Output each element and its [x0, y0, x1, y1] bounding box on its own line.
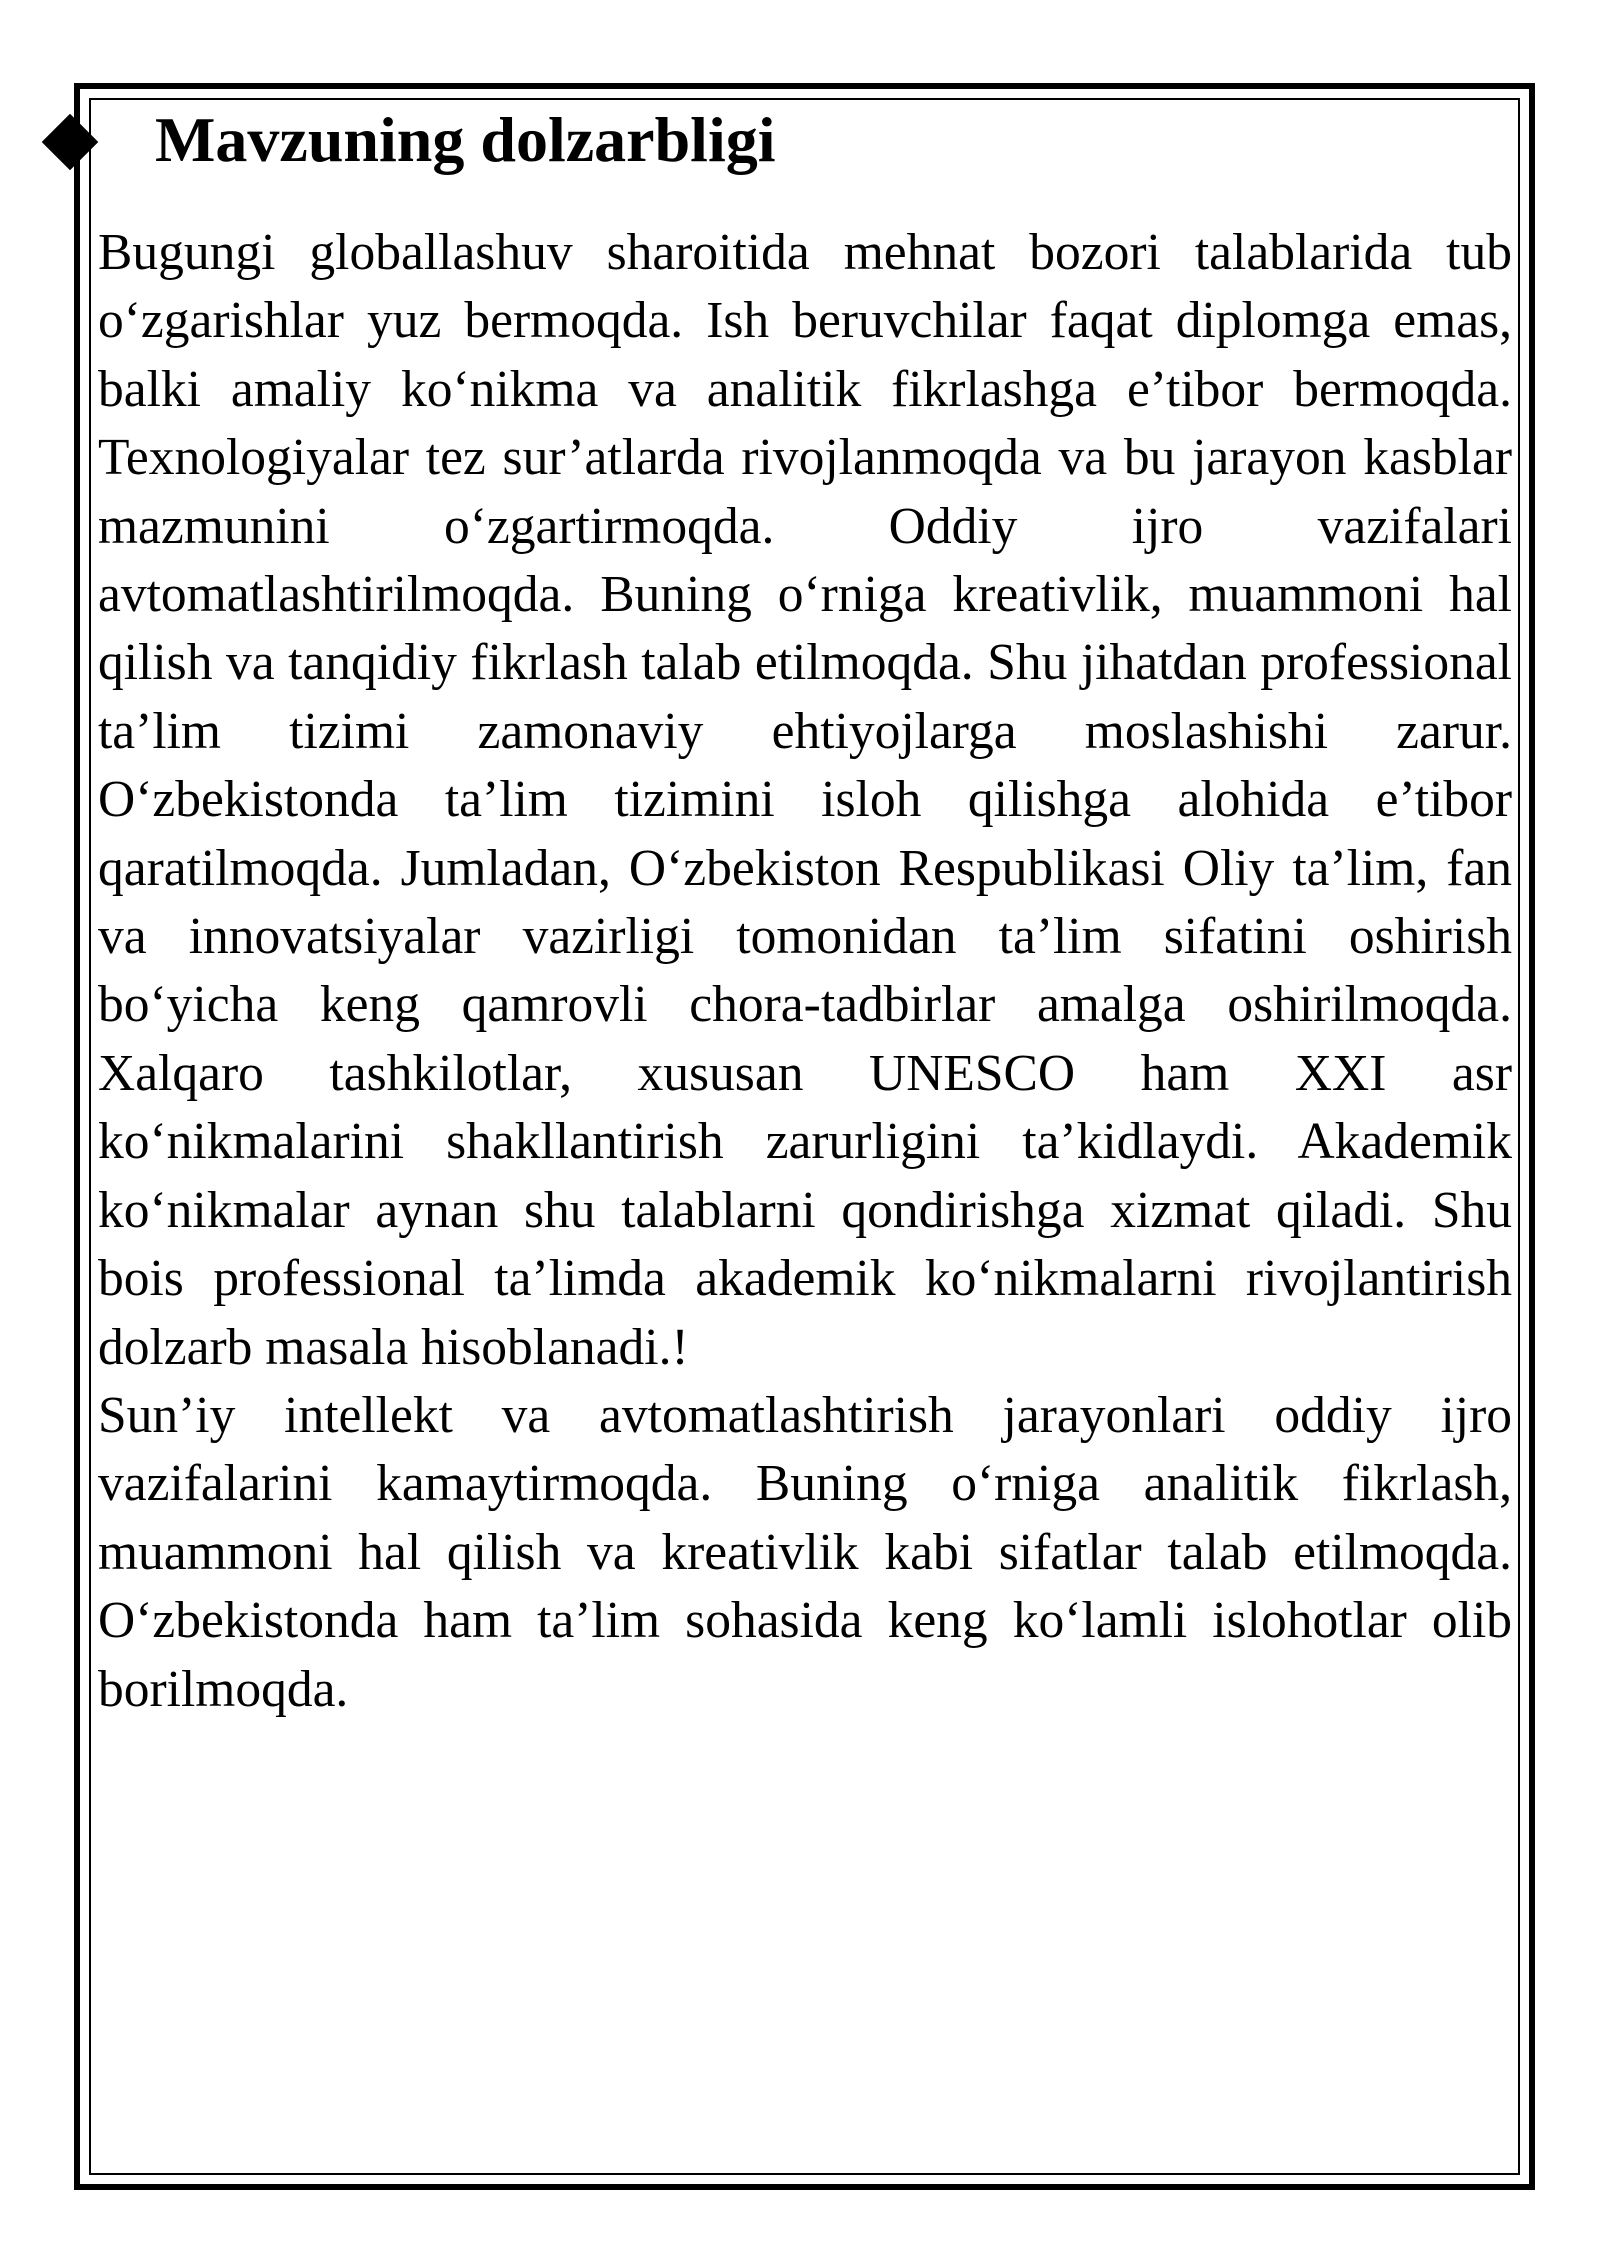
body-paragraph-1: Bugungi globallashuv sharoitida mehnat bozori talablarida tub o‘zgarishlar yuz bermoqda. Ish beruvchilar faqat diplomga emas, balki amaliy ko‘nikma va analitik fikrlashga e’tibor bermoqda. Texnologiyalar tez sur’atlarda rivojlanmoqda va bu jarayon kasblar mazmunini o‘zgartirmoqda. Oddiy ijro vazifalari avtomatlashtirilmoqda. Buning o‘rniga kreativlik, muammoni hal qilish va tanqidiy fikrlash talab etilmoqda. Shu jihatdan professional ta’lim tizimi zamonaviy ehtiyojlarga moslashishi zarur. O‘zbekistonda ta’lim tizimini isloh qilishga alohida e’tibor qaratilmoqda. Jumladan, O‘zbekiston Respublikasi Oliy ta’lim, fan va innovatsiyalar vazirligi tomonidan ta’lim sifatini oshirish bo‘yicha keng qamrovli chora-tadbirlar amalga oshirilmoqda. Xalqaro tashkilotlar, xususan UNESCO ham XXI asr ko‘nikmalarini shakllantirish zarurligini ta’kidlaydi. Akademik ko‘nikmalar aynan shu talablarni qondirishga xizmat qiladi. Shu bois professional ta’limda akademik ko‘nikmalarni rivojlantirish dolzarb masala hisoblanadi.!: [98, 224, 1512, 1376]
section-heading: Mavzuning dolzarbligi: [155, 104, 776, 175]
section-body: [98, 219, 1512, 1724]
body-paragraph-2: Sun’iy intellekt va avtomatlashtirish jarayonlari oddiy ijro vazifalarini kamaytirmoqda. Buning o‘rniga analitik fikrlash, muammoni hal qilish va kreativlik kabi sifatlar talab etilmoqda. O‘zbekistonda ham ta’lim sohasida keng ko‘lamli islohotlar olib borilmoqda.: [98, 1386, 1512, 1718]
